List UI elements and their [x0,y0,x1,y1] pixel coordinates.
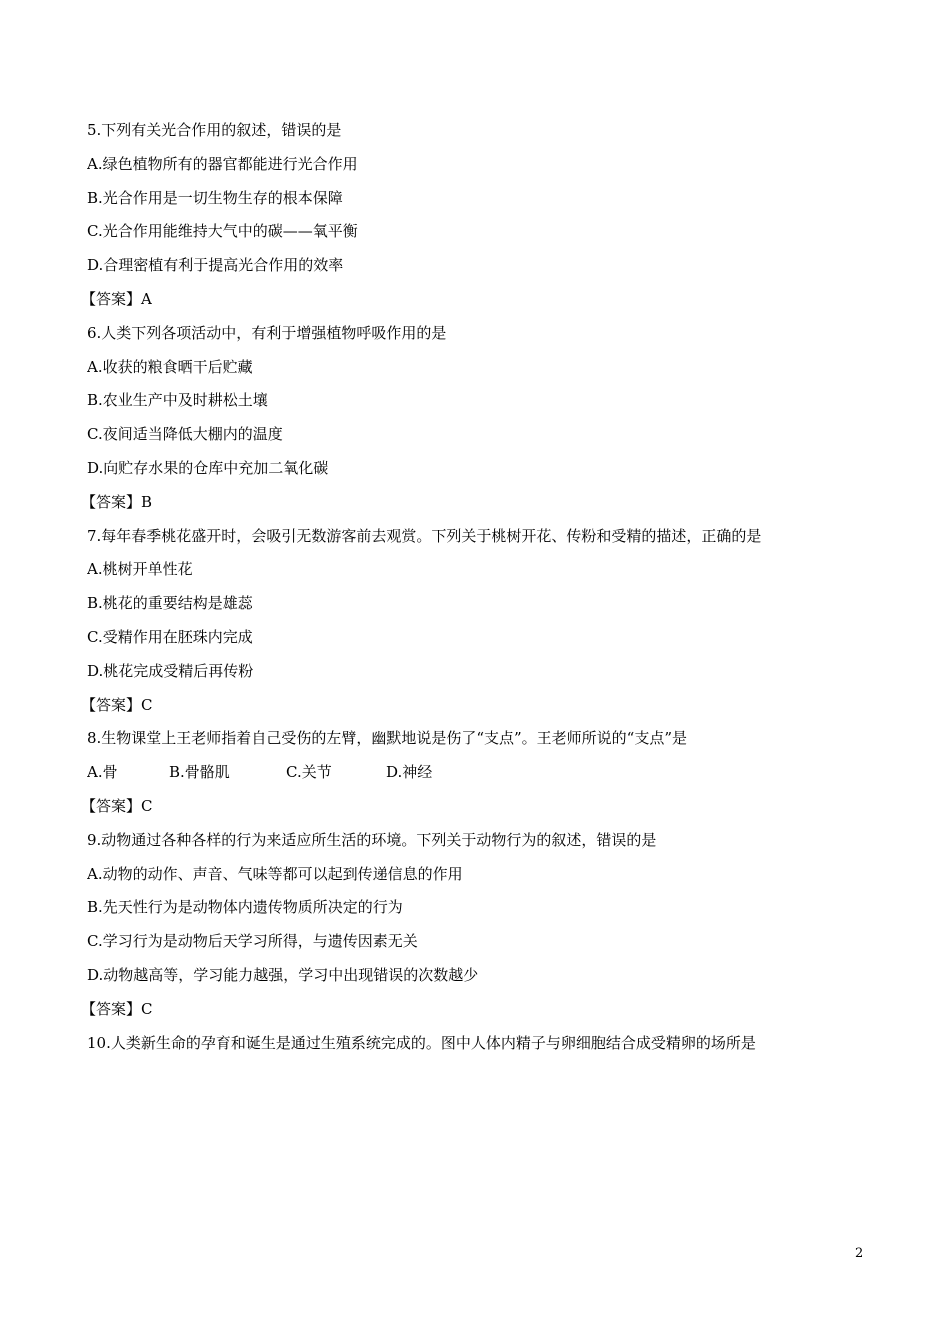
question-5-stem: 5.下列有关光合作用的叙述，错误的是 [87,121,342,139]
question-10-stem: 10.人类新生命的孕育和诞生是通过生殖系统完成的。图中人体内精子与卵细胞结合成受精卵的场所是 [87,1033,756,1052]
question-6-option-d: D.向贮存水果的仓库中充加二氧化碳 [87,458,329,477]
question-8-option-c: C.关节 [286,763,332,782]
page-content [81,114,867,1060]
question-9-option-c: C.学习行为是动物后天学习所得，与遗传因素无关 [87,932,418,951]
question-8-answer: 【答案】C [81,796,153,815]
question-7-option-b: B.桃花的重要结构是雄蕊 [87,594,253,613]
question-8-option-b: B.骨骼肌 [169,763,230,782]
question-9-option-b: B.先天性行为是动物体内遗传物质所决定的行为 [87,898,403,917]
question-7-option-c: C.受精作用在胚珠内完成 [87,627,253,646]
question-8-options-row [87,756,867,790]
question-9-option-d: D.动物越高等，学习能力越强，学习中出现错误的次数越少 [87,965,479,984]
question-6-option-b: B.农业生产中及时耕松土壤 [87,391,268,410]
question-5-option-d: D.合理密植有利于提高光合作用的效率 [87,256,344,275]
question-8-stem: 8.生物课堂上王老师指着自己受伤的左臂，幽默地说是伤了“支点”。王老师所说的“支点”是 [87,729,687,748]
question-8-option-d: D.神经 [386,763,433,782]
question-7-stem: 7.每年春季桃花盛开时，会吸引无数游客前去观赏。下列关于桃树开花、传粉和受精的描述，正确的是 [87,526,762,545]
question-5-option-a: A.绿色植物所有的器官都能进行光合作用 [87,154,358,173]
question-5-answer: 【答案】A [81,289,152,308]
question-6-option-c: C.夜间适当降低大棚内的温度 [87,425,283,444]
question-7-option-a: A.桃树开单性花 [87,560,193,579]
question-6-option-a: A.收获的粮食晒干后贮藏 [87,357,253,376]
question-6-answer: 【答案】B [81,492,153,511]
question-5-option-b: B.光合作用是一切生物生存的根本保障 [87,188,343,207]
question-8-option-a: A.骨 [87,763,118,782]
question-9-stem: 9.动物通过各种各样的行为来适应所生活的环境。下列关于动物行为的叙述，错误的是 [87,830,657,849]
question-6-stem: 6.人类下列各项活动中，有利于增强植物呼吸作用的是 [87,323,447,342]
question-9-option-a: A.动物的动作、声音、气味等都可以起到传递信息的作用 [87,864,463,883]
question-5-option-c: C.光合作用能维持大气中的碳——氧平衡 [87,222,358,241]
question-7-answer: 【答案】C [81,695,153,714]
page-number: 2 [855,1246,864,1261]
question-7-option-d: D.桃花完成受精后再传粉 [87,661,254,680]
question-9-answer: 【答案】C [81,999,153,1018]
